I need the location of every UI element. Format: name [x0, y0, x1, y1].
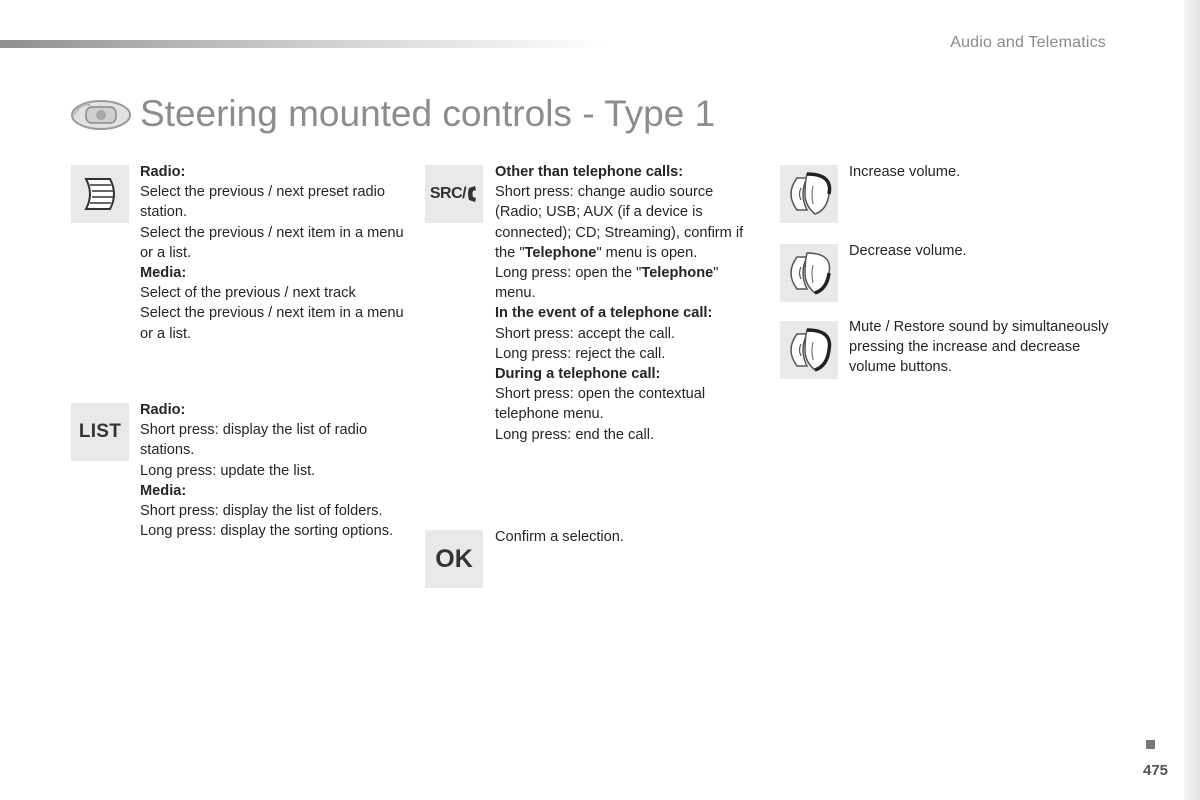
- list-description: [140, 400, 405, 541]
- during-call-heading: During a telephone call:: [495, 366, 661, 383]
- steering-control-icon: [70, 97, 132, 138]
- phone-icon: [466, 185, 478, 203]
- section-name: Audio and Telematics: [950, 34, 1106, 51]
- description-line: Select the previous / next item in a menu or a list.: [140, 305, 404, 342]
- page-edge-bar: [1184, 0, 1200, 800]
- src-short-press-end: " menu is open.: [596, 244, 698, 261]
- src-short-press-text: Short press: change audio source (Radio; USB; AUX (if a device is connected); CD; Streaming), confirm if the ": [495, 184, 744, 261]
- volume-down-button: [780, 244, 838, 302]
- description-line: Long press: reject the call.: [495, 345, 666, 362]
- description-line: Long press: end the call.: [495, 426, 655, 443]
- src-long-press-end: " menu.: [495, 265, 719, 302]
- radio-heading: Radio:: [140, 402, 186, 418]
- scroll-wheel-button: [71, 165, 129, 223]
- list-label: LIST: [78, 421, 122, 442]
- description-line: Short press: accept the call.: [495, 325, 676, 342]
- ok-description: Confirm a selection.: [495, 529, 624, 545]
- scroll-wheel-icon: [80, 177, 120, 211]
- list-button: [71, 403, 129, 461]
- scroll-wheel-description: [140, 162, 405, 344]
- description-line: Long press: display the sorting options.: [140, 523, 394, 540]
- mute-button: [780, 321, 838, 379]
- volume-up-icon: [783, 168, 835, 220]
- telephone-word: Telephone: [641, 265, 714, 282]
- page-marker: [1146, 740, 1155, 749]
- page-number: 475: [1143, 762, 1169, 779]
- src-long-press-text: Long press: open the ": [495, 265, 642, 282]
- volume-down-icon: [783, 247, 835, 299]
- telephone-word: Telephone: [524, 244, 597, 261]
- ok-label: OK: [435, 544, 473, 573]
- mute-icon: [783, 324, 835, 376]
- page-title: Steering mounted controls - Type 1: [140, 93, 716, 134]
- src-description: [495, 162, 757, 445]
- media-heading: Media:: [140, 265, 187, 282]
- description-line: [495, 182, 757, 263]
- description-line: Select the previous / next preset radio station.: [140, 184, 385, 221]
- description-line: Short press: display the list of folders.: [140, 503, 383, 520]
- description-line: Select of the previous / next track: [140, 285, 356, 302]
- incoming-call-heading: In the event of a telephone call:: [495, 305, 713, 322]
- description-line: [495, 263, 757, 303]
- volume-up-button: [780, 165, 838, 223]
- src-label: SRC/: [429, 185, 467, 202]
- ok-button: [425, 530, 483, 588]
- radio-heading: Radio:: [140, 164, 186, 180]
- media-heading: Media:: [140, 482, 187, 499]
- mute-description: Mute / Restore sound by simultaneously pressing the increase and decrease volume buttons.: [849, 319, 1109, 376]
- src-telephone-button: [425, 165, 483, 223]
- description-line: Short press: display the list of radio stations.: [140, 422, 368, 459]
- volume-up-description: Increase volume.: [849, 164, 961, 180]
- volume-down-description: Decrease volume.: [849, 243, 967, 259]
- header-bar: [0, 40, 610, 48]
- other-calls-heading: Other than telephone calls:: [495, 164, 684, 180]
- description-line: Select the previous / next item in a menu or a list.: [140, 224, 404, 261]
- description-line: Short press: open the contextual telephone menu.: [495, 386, 706, 423]
- description-line: Long press: update the list.: [140, 462, 316, 479]
